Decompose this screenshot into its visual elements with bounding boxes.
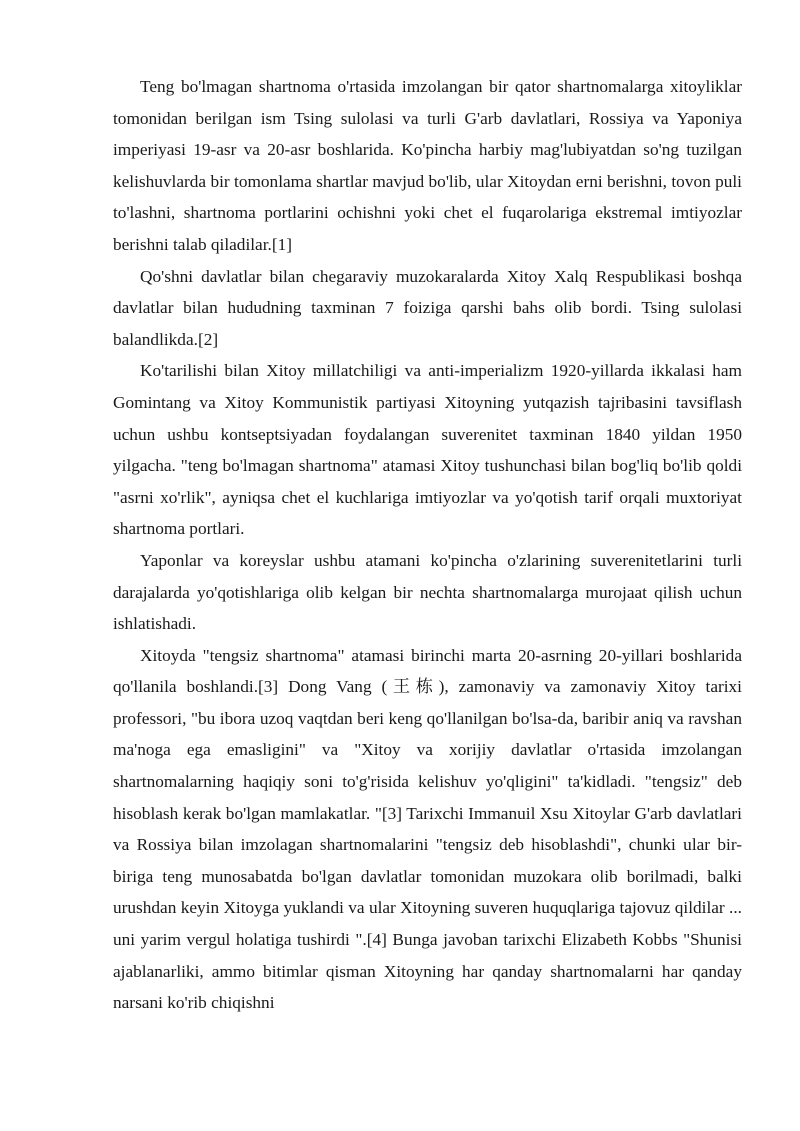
paragraph-2: Qo'shni davlatlar bilan chegaraviy muzokaralarda Xitoy Xalq Respublikasi boshqa davlatlar bilan hududning taxminan 7 foiziga qarshi bahs olib bordi. Tsing sulolasi balandlikda.[2] [113, 266, 742, 349]
paragraph-5: Xitoyda "tengsiz shartnoma" atamasi birinchi marta 20-asrning 20-yillari boshlarida qo'llanila boshlandi.[3] Dong Vang (王栋), zamonaviy va zamonaviy Xitoy tarixi professori, "bu ibora uzoq vaqtdan beri keng qo'llanilgan bo'lsa-da, baribir aniq va ravshan ma'noga ega emasligini" va "Xitoy va xorijiy davlatlar o'rtasida imzolangan shartnomalarning haqiqiy soni to'g'risida kelishuv yo'qligini" ta'kidladi. "tengsiz" deb hisoblash kerak bo'lgan mamlakatlar. "[3] Tarixchi Immanuil Xsu Xitoylar G'arb davlatlari va Rossiya bilan imzolagan shartnomalarini "tengsiz deb hisoblashdi", chunki ular bir-biriga teng munosabatda bo'lgan davlatlar tomonidan muzokara olib borilmadi, balki urushdan keyin Xitoyga yuklandi va ular Xitoyning suveren huquqlariga tajovuz qildilar ... uni yarim vergul holatiga tushirdi ".[4] Bunga javoban tarixchi Elizabeth Kobbs "Shunisi ajablanarliki, ammo bitimlar qisman Xitoyning har qanday shartnomalarni har qanday narsani ko'rib chiqishni [113, 645, 742, 1013]
paragraph-3: Ko'tarilishi bilan Xitoy millatchiligi va anti-imperializm 1920-yillarda ikkalasi ham Gomintang va Xitoy Kommunistik partiyasi Xitoyning yutqazish tajribasini tavsiflash uchun ushbu kontseptsiyadan foydalangan suverenitet taxminan 1840 yildan 1950 yilgacha. "teng bo'lmagan shartnoma" atamasi Xitoy tushunchasi bilan bog'liq bo'lib qoldi "asrni xo'rlik", ayniqsa chet el kuchlariga imtiyozlar va yo'qotish tarif orqali muxtoriyat shartnoma portlari. [113, 361, 742, 539]
document-body [113, 71, 742, 1019]
paragraph-1: Teng bo'lmagan shartnoma o'rtasida imzolangan bir qator shartnomalarga xitoyliklar tomonidan berilgan ism Tsing sulolasi va turli G'arb davlatlari, Rossiya va Yaponiya imperiyasi 19-asr va 20-asr boshlarida. Ko'pincha harbiy mag'lubiyatdan so'ng tuzilgan kelishuvlarda bir tomonlama shartlar mavjud bo'lib, ular Xitoydan erni berishni, tovon puli to'lashni, shartnoma portlarini ochishni yoki chet el fuqarolariga ekstremal imtiyozlar berishni talab qiladilar.[1] [113, 77, 742, 254]
paragraph-4: Yaponlar va koreyslar ushbu atamani ko'pincha o'zlarining suverenitetlarini turli darajalarda yo'qotishlariga olib kelgan bir nechta shartnomalarga murojaat qilish uchun ishlatishadi. [113, 550, 742, 634]
